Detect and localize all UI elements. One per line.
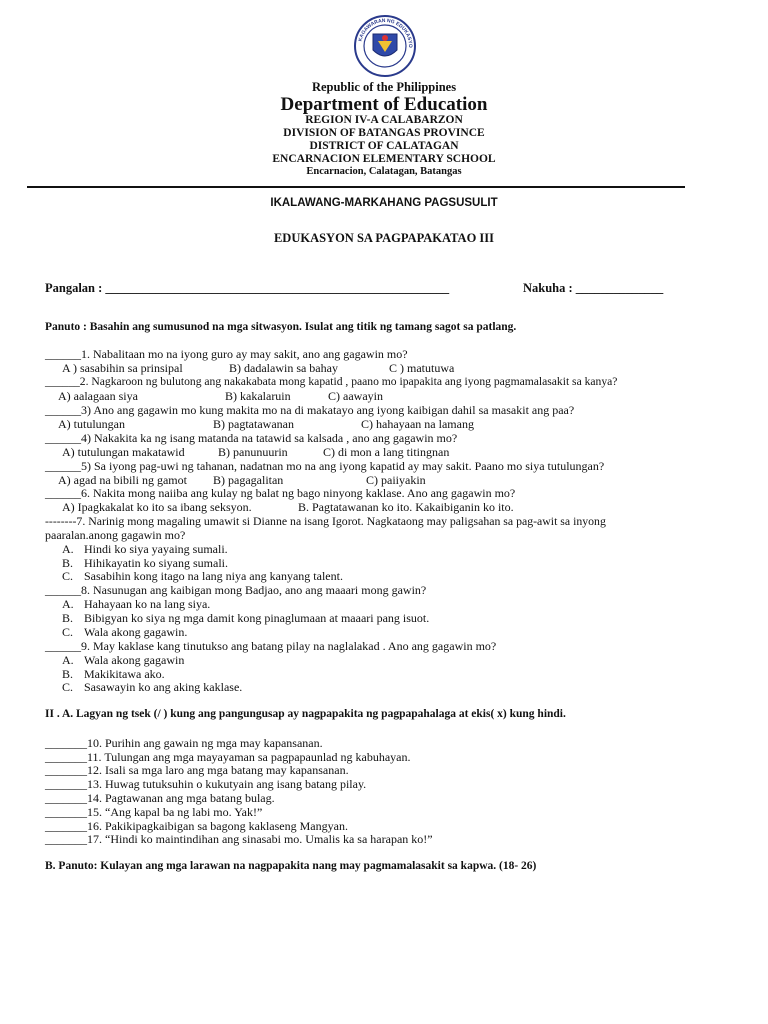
header-region: REGION IV-A CALABARZON — [305, 114, 463, 126]
q9-option-a: Wala akong gagawin — [84, 653, 185, 667]
q3-option-a: A) tutulungan — [58, 417, 125, 431]
q7-option-a-letter: A. — [62, 542, 74, 556]
item-14: _______14. Pagtawanan ang mga batang bulag. — [45, 791, 275, 805]
question-3: ______3) Ano ang gagawin mo kung makita mo na di makatayo ang iyong kaibigan dahil sa masakit ang paa? — [45, 403, 575, 417]
q4-option-c: C) di mon a lang titingnan — [323, 445, 450, 459]
question-6: ______6. Nakita mong naiiba ang kulay ng balat ng bago ninyong kaklase. Ano ang gagawin mo? — [45, 486, 516, 500]
q6-option-a: A) Ipagkakalat ko ito sa ibang seksyon. — [62, 500, 252, 514]
header-department: Department of Education — [280, 94, 488, 115]
q3-option-b: B) pagtatawanan — [213, 417, 294, 431]
header-district: DISTRICT OF CALATAGAN — [309, 140, 459, 152]
deped-seal-logo — [345, 14, 425, 78]
item-10: _______10. Purihin ang gawain ng mga may kapansanan. — [45, 736, 323, 750]
q8-option-b-letter: B. — [62, 611, 74, 625]
question-9: ______9. May kaklase kang tinutukso ang batang pilay na naglalakad . Ano ang gagawin mo? — [45, 639, 497, 653]
q2-option-b: B) kakalaruin — [225, 389, 291, 403]
item-16: _______16. Pakikipagkaibigan sa bagong kaklaseng Mangyan. — [45, 819, 348, 833]
question-8: ______8. Nasunugan ang kaibigan mong Badjao, ano ang maaari mong gawin? — [45, 583, 427, 597]
part2-title: II . A. Lagyan ng tsek (/ ) kung ang pangungusap ay nagpapakita ng pagpapahalaga at ekis( x) kung hindi. — [45, 708, 566, 720]
q8-option-a-letter: A. — [62, 597, 74, 611]
q7-option-b-letter: B. — [62, 556, 74, 570]
q4-option-b: B) panunuurin — [218, 445, 288, 459]
instructions: Panuto : Basahin ang sumusunod na mga sitwasyon. Isulat ang titik ng tamang sagot sa patlang. — [45, 321, 517, 333]
q9-option-a-letter: A. — [62, 653, 74, 667]
q9-option-b-letter: B. — [62, 667, 74, 681]
q5-option-a: A) agad na bibili ng gamot — [58, 473, 187, 487]
header-republic: Republic of the Philippines — [311, 80, 457, 94]
q1-option-c: C ) matutuwa — [389, 361, 455, 375]
q2-option-c: C) aawayin — [328, 389, 383, 403]
question-7-cont: paaralan.anong gagawin mo? — [45, 528, 186, 542]
q1-option-b: B) dadalawin sa bahay — [229, 361, 338, 375]
q8-option-c-letter: C. — [62, 625, 74, 639]
q7-option-a: Hindi ko siya yayaing sumali. — [84, 542, 228, 556]
header-school: ENCARNACION ELEMENTARY SCHOOL — [272, 153, 496, 165]
q2-option-a: A) aalagaan siya — [58, 389, 138, 403]
q4-option-a: A) tutulungan makatawid — [62, 445, 185, 459]
q8-option-a: Hahayaan ko na lang siya. — [84, 597, 211, 611]
q8-option-b: Bibigyan ko siya ng mga damit kong pinaglumaan at maaari pang isuot. — [84, 611, 430, 625]
subject-title: EDUKASYON SA PAGPAPAKATAO III — [273, 231, 495, 245]
q9-option-c: Sasawayin ko ang aking kaklase. — [84, 680, 243, 694]
q1-option-a: A ) sasabihin sa prinsipal — [62, 361, 183, 375]
q7-option-c: Sasabihin kong itago na lang niya ang kanyang talent. — [84, 569, 343, 583]
question-4: ______4) Nakakita ka ng isang matanda na tatawid sa kalsada , ano ang gagawin mo? — [45, 431, 458, 445]
part-b-instructions: B. Panuto: Kulayan ang mga larawan na nagpapakita nang may pagmamalasakit sa kapwa. (18- 26) — [45, 860, 537, 872]
question-5: ______5) Sa iyong pag-uwi ng tahanan, nadatnan mo na ang iyong kapatid ay may sakit. Paano mo siya tutulungan? — [45, 459, 605, 473]
q9-option-c-letter: C. — [62, 680, 74, 694]
q7-option-b: Hihikayatin ko siyang sumali. — [84, 556, 228, 570]
question-1: ______1. Nabalitaan mo na iyong guro ay may sakit, ano ang gagawin mo? — [45, 347, 408, 361]
item-15: _______15. “Ang kapal ba ng labi mo. Yak!” — [45, 805, 263, 819]
q5-option-c: C) paiiyakin — [366, 473, 426, 487]
item-12: _______12. Isali sa mga laro ang mga batang may kapansanan. — [45, 763, 349, 777]
question-7: --------7. Narinig mong magaling umawit si Dianne na isang Igorot. Nagkataong may paligsahan sa pag-awit sa inyong — [45, 514, 606, 528]
item-17: _______17. “Hindi ko maintindihan ang sinasabi mo. Umalis ka sa harapan ko!” — [45, 832, 433, 846]
header-address: Encarnacion, Calatagan, Batangas — [306, 166, 462, 177]
q6-option-b: B. Pagtatawanan ko ito. Kakaibiganin ko ito. — [298, 500, 514, 514]
q8-option-c: Wala akong gagawin. — [84, 625, 188, 639]
score-field-line: Nakuha : ______________ — [523, 281, 664, 295]
q5-option-b: B) pagagalitan — [213, 473, 284, 487]
question-2: ______2. Nagkaroon ng bulutong ang nakakabata mong kapatid , paano mo ipapakita ang iyong pagmamalasakit sa kanya? — [45, 375, 618, 388]
exam-title: IKALAWANG-MARKAHANG PAGSUSULIT — [270, 197, 498, 209]
header-division: DIVISION OF BATANGAS PROVINCE — [283, 127, 485, 139]
header-divider — [27, 186, 685, 188]
item-11: _______11. Tulungan ang mga mayayaman sa pagpapaunlad ng kabuhayan. — [45, 750, 411, 764]
item-13: _______13. Huwag tutuksuhin o kukutyain ang isang batang pilay. — [45, 777, 367, 791]
q7-option-c-letter: C. — [62, 569, 74, 583]
name-field-line: Pangalan : _______________________________________________________ — [45, 281, 450, 295]
svg-text:KAGAWARAN NG EDUKASYON: KAGAWARAN NG EDUKASYO — [357, 17, 414, 48]
q9-option-b: Makikitawa ako. — [84, 667, 165, 681]
q3-option-c: C) hahayaan na lamang — [361, 417, 474, 431]
